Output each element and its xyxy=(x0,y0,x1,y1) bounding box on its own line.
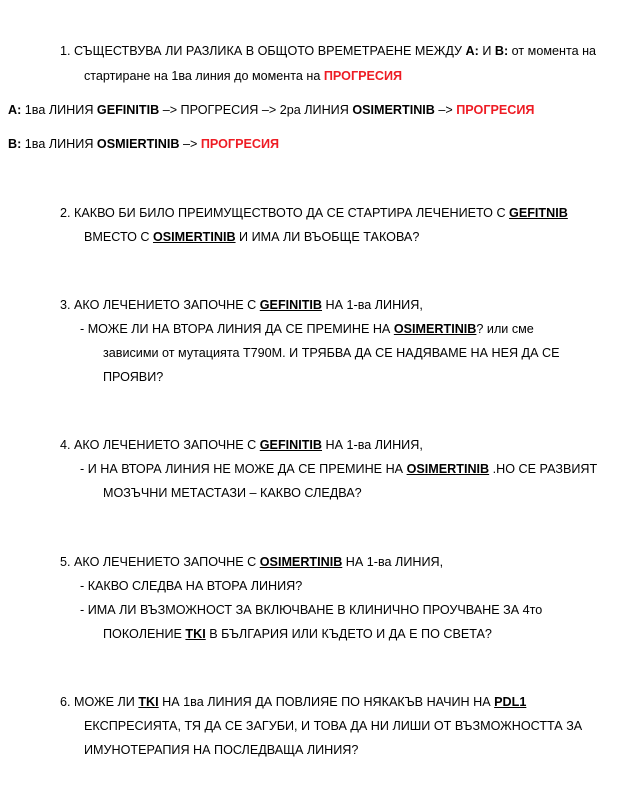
q4-line-1 xyxy=(60,439,423,452)
option-text: –> xyxy=(434,103,457,117)
q2-text: 2. КАКВО БИ БИЛО ПРЕИМУЩЕСТВОТО ДА СЕ СТАРТИРА ЛЕЧЕНИЕТО С xyxy=(60,206,510,220)
pdl1-term: PDL1 xyxy=(494,695,527,709)
q5-line-4 xyxy=(103,628,492,641)
q5-text: ПОКОЛЕНИЕ xyxy=(103,627,186,641)
option-text: –> xyxy=(179,137,201,151)
q2-line-1 xyxy=(60,207,568,220)
q5-line-3: - ИМА ЛИ ВЪЗМОЖНОСТ ЗА ВКЛЮЧВАНЕ В КЛИНИЧНО ПРОУЧВАНЕ ЗА 4то xyxy=(80,603,543,617)
q1-text: 1. СЪЩЕСТВУВА ЛИ РАЗЛИКА В ОБЩОТО ВРЕМЕТРАЕНЕ МЕЖДУ xyxy=(60,44,466,58)
q4-text: - И НА ВТОРА ЛИНИЯ НЕ МОЖЕ ДА СЕ ПРЕМИНЕ НА xyxy=(80,462,407,476)
q6-line-1 xyxy=(60,696,526,709)
q3-line-3: зависими от мутацията Т790М. И ТРЯБВА ДА СЕ НАДЯВАМЕ НА НЕЯ ДА СЕ xyxy=(103,346,560,360)
q4-text: 4. АКО ЛЕЧЕНИЕТО ЗАПОЧНЕ С xyxy=(60,438,260,452)
drug-name: OSIMERTINIB xyxy=(406,462,490,476)
q4-line-2 xyxy=(80,463,597,476)
progression-highlight: ПРОГРЕСИЯ xyxy=(323,69,403,83)
q1-line-2 xyxy=(84,70,402,83)
q3-text: 3. АКО ЛЕЧЕНИЕТО ЗАПОЧНЕ С xyxy=(60,298,260,312)
q4-text: .НО СЕ РАЗВИЯТ xyxy=(489,462,598,476)
q5-line-1 xyxy=(60,556,443,569)
option-b-ref: B: xyxy=(494,44,509,58)
option-a-label: A: xyxy=(8,103,22,117)
drug-name: GEFINITIB xyxy=(259,438,323,452)
q2-line-2 xyxy=(84,231,419,244)
q6-text: НА 1ва ЛИНИЯ ДА ПОВЛИЯЕ ПО НЯКАКЪВ НАЧИН НА xyxy=(158,695,495,709)
q3-line-4: ПРОЯВИ? xyxy=(103,370,164,384)
drug-name: OSIMERTINIB xyxy=(152,230,236,244)
drug-name: GEFINITIB xyxy=(96,103,160,117)
q1-option-b xyxy=(8,138,279,151)
q5-text: НА 1-ва ЛИНИЯ, xyxy=(342,555,444,569)
q5-text: В БЪЛГАРИЯ ИЛИ КЪДЕТО И ДА Е ПО СВЕТА? xyxy=(205,627,492,641)
q6-line-3: ИМУНОТЕРАПИЯ НА ПОСЛЕДВАЩА ЛИНИЯ? xyxy=(84,743,359,757)
drug-name: OSIMERTINIB xyxy=(352,103,435,117)
option-text: 1ва ЛИНИЯ xyxy=(21,103,97,117)
tki-term: TKI xyxy=(138,695,159,709)
q3-line-2 xyxy=(80,323,534,336)
q5-line-2: - КАКВО СЛЕДВА НА ВТОРА ЛИНИЯ? xyxy=(80,579,303,593)
progression-highlight: ПРОГРЕСИЯ xyxy=(456,103,535,117)
drug-name: OSIMERTINIB xyxy=(259,555,343,569)
q3-text: НА 1-ва ЛИНИЯ, xyxy=(322,298,423,312)
q6-line-2: ЕКСПРЕСИЯТА, ТЯ ДА СЕ ЗАГУБИ, И ТОВА ДА НИ ЛИШИ ОТ ВЪЗМОЖНОСТТА ЗА xyxy=(84,719,583,733)
progression-highlight: ПРОГРЕСИЯ xyxy=(200,137,280,151)
option-text: –> ПРОГРЕСИЯ –> 2ра ЛИНИЯ xyxy=(159,103,353,117)
drug-name: GEFINITIB xyxy=(259,298,323,312)
tki-term: TKI xyxy=(185,627,206,641)
q3-text: ? или сме xyxy=(476,322,534,336)
q5-text: 5. АКО ЛЕЧЕНИЕТО ЗАПОЧНЕ С xyxy=(60,555,260,569)
q3-text: - МОЖЕ ЛИ НА ВТОРА ЛИНИЯ ДА СЕ ПРЕМИНЕ НА xyxy=(80,322,394,336)
option-text: 1ва ЛИНИЯ xyxy=(21,137,97,151)
q1-line-1 xyxy=(60,45,596,58)
q4-text: НА 1-ва ЛИНИЯ, xyxy=(322,438,423,452)
q6-text: 6. МОЖЕ ЛИ xyxy=(60,695,139,709)
q3-line-1 xyxy=(60,299,423,312)
q1-text: от момента на xyxy=(508,44,597,58)
option-a-ref: A: xyxy=(465,44,479,58)
q1-text: И xyxy=(478,44,495,58)
option-b-label: B: xyxy=(8,137,22,151)
q1-option-a xyxy=(8,104,534,117)
q2-text: И ИМА ЛИ ВЪОБЩЕ ТАКОВА? xyxy=(235,230,420,244)
drug-name: OSMIERTINIB xyxy=(96,137,180,151)
q4-line-3: МОЗЪЧНИ МЕТАСТАЗИ – КАКВО СЛЕДВА? xyxy=(103,486,362,500)
drug-name: OSIMERTINIB xyxy=(393,322,477,336)
drug-name: GEFITNIB xyxy=(509,206,568,220)
q1-text: стартиране на 1ва линия до момента на xyxy=(84,69,324,83)
q2-text: ВМЕСТО С xyxy=(84,230,153,244)
